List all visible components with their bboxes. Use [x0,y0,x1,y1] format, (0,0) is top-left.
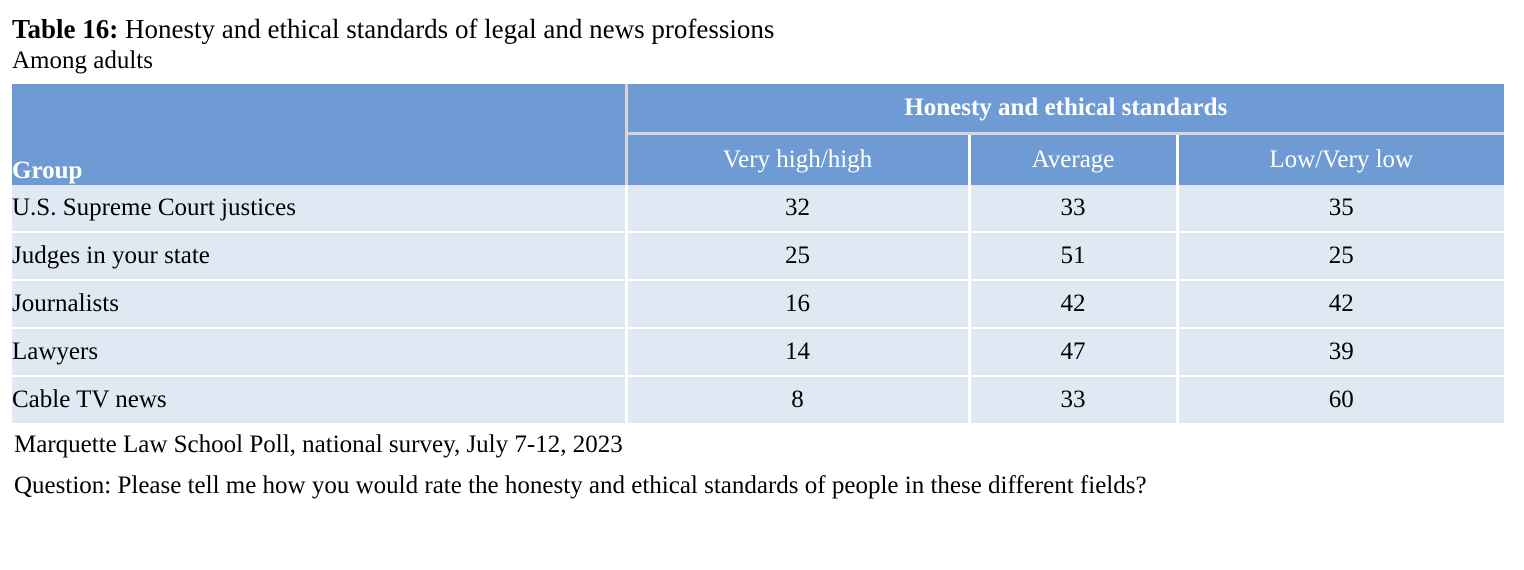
cell-low-very-low: 60 [1177,376,1504,423]
cell-low-very-low: 42 [1177,280,1504,328]
question-note: Question: Please tell me how you would rate the honesty and ethical standards of people in these different fields? [14,472,1147,500]
cell-average: 33 [969,185,1177,232]
column-header-average: Average [969,133,1177,185]
row-label: Cable TV news [12,376,626,423]
column-header-span: Honesty and ethical standards [626,84,1504,134]
cell-average: 42 [969,280,1177,328]
honesty-standards-table [12,84,1504,423]
row-label: Journalists [12,280,626,328]
cell-very-high-high: 8 [626,376,969,423]
cell-very-high-high: 25 [626,232,969,280]
cell-low-very-low: 35 [1177,185,1504,232]
page-title [12,14,1514,45]
cell-very-high-high: 14 [626,328,969,376]
row-label: Lawyers [12,328,626,376]
table-number-label: Table 16: [12,14,119,44]
cell-average: 51 [969,232,1177,280]
cell-average: 33 [969,376,1177,423]
table-header-row-top [12,84,1504,134]
table-row [12,328,1504,376]
table-header [12,84,1504,185]
source-note: Marquette Law School Poll, national survey, July 7-12, 2023 [14,430,623,458]
table-row [12,232,1504,280]
table-row [12,280,1504,328]
table-subtitle: Among adults [12,47,153,75]
table-body [12,185,1504,423]
column-header-very-high-high: Very high/high [626,133,969,185]
cell-very-high-high: 32 [626,185,969,232]
row-label: U.S. Supreme Court justices [12,185,626,232]
row-label: Judges in your state [12,232,626,280]
table-row [12,376,1504,423]
column-header-group: Group [12,84,626,185]
table-row [12,185,1504,232]
column-header-low-very-low: Low/Very low [1177,133,1504,185]
table-title-text: Honesty and ethical standards of legal and news professions [125,14,775,44]
cell-very-high-high: 16 [626,280,969,328]
cell-average: 47 [969,328,1177,376]
cell-low-very-low: 25 [1177,232,1504,280]
cell-low-very-low: 39 [1177,328,1504,376]
